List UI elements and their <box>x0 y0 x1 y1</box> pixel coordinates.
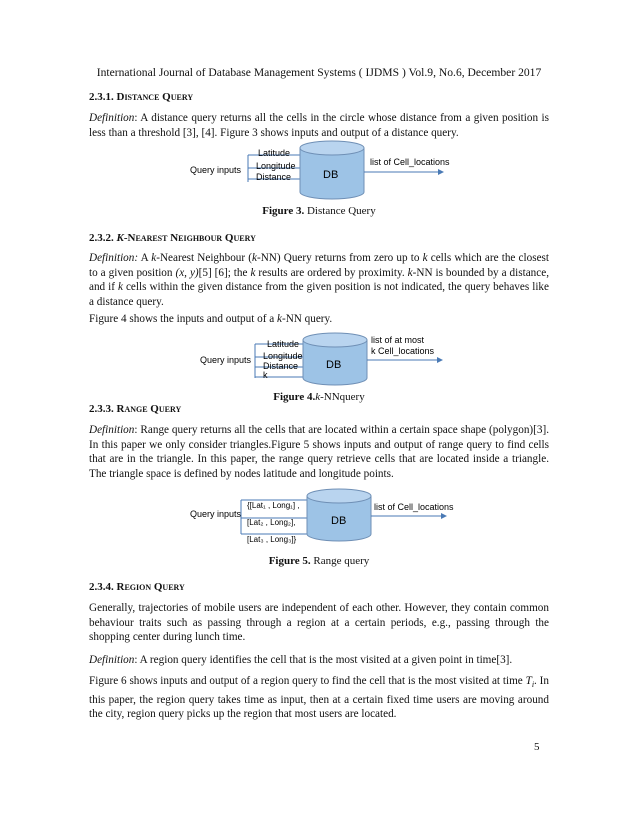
caption-text: Distance Query <box>304 205 376 217</box>
input-label-longitude: Longitude <box>256 161 296 171</box>
text: Figure 6 shows inputs and output of a region query to find the cell that is the most visited at time <box>89 675 526 687</box>
text: [5] [6]; the <box>198 266 251 279</box>
definition-label: Definition <box>89 654 135 666</box>
caption-text: -NNquery <box>320 391 365 403</box>
input-label-k: k <box>263 370 268 380</box>
section-title: Range Query <box>116 403 182 415</box>
input-label-latitude: Latitude <box>267 339 300 349</box>
definition-label: Definition: <box>89 252 139 264</box>
time-subscript: i <box>531 680 535 690</box>
definition-text: : Range query returns all the cells that are located within a certain space shape (polygon)[3]. In this paper we only consider triangles.Figure 5 shows inputs and output of range query to find cells that are in the triangle. In this paper, the range query retrieve cells that are located inside a triangle. The triangle space is defined by nodes latitude and longitude points. <box>89 424 549 480</box>
section-title: -Nearest Neighbour Query <box>123 232 256 244</box>
section-number: 2.3.1. <box>89 91 114 103</box>
definition-text: : A distance query returns all the cells in the circle whose distance from a given position is less than a threshold [3], [4]. Figure 3 shows inputs and output of a distance query. <box>89 112 549 139</box>
section-heading-region-query <box>89 581 185 593</box>
k-symbol: k <box>250 266 256 279</box>
db-label: DB <box>323 169 339 181</box>
figure-3-distance-query-diagram <box>180 140 460 204</box>
text: cells which are the closest to a given position <box>89 252 549 279</box>
section-number: 2.3.4. <box>89 581 114 593</box>
arrowhead <box>438 169 444 175</box>
section-title: Region Query <box>116 581 185 593</box>
caption-label: Figure 4. <box>273 391 316 403</box>
page-number: 5 <box>534 741 540 753</box>
k-symbol: k <box>407 266 413 279</box>
k-symbol: k <box>151 252 157 264</box>
input-label-distance: Distance <box>263 361 299 371</box>
text: Figure 4 shows the inputs and output of a <box>89 313 277 325</box>
definition-label: Definition <box>89 424 135 436</box>
k-symbol: k <box>117 281 123 294</box>
input-label-point-2: [Lat₂ , Long₂], <box>247 518 296 527</box>
range-query-definition <box>89 423 549 481</box>
arrowhead <box>441 513 447 519</box>
query-inputs-label: Query inputs <box>200 355 252 365</box>
region-query-figure-intro <box>89 674 549 722</box>
input-label-distance: Distance <box>256 172 292 182</box>
section-title: Distance Query <box>116 91 194 103</box>
section-heading-distance-query <box>89 91 193 103</box>
output-label-line2: k Cell_locations <box>371 346 435 356</box>
k-symbol: k <box>422 252 428 264</box>
text: -NN query. <box>281 313 333 325</box>
figure-5-caption <box>0 555 638 567</box>
query-inputs-label: Query inputs <box>190 509 242 519</box>
output-label: list of Cell_locations <box>374 502 454 512</box>
text: cells within the given distance from the given position is not indicated, the query behaves like a distance query. <box>89 281 549 308</box>
arrowhead <box>437 357 443 363</box>
k-symbol: k <box>277 313 282 325</box>
text: -NN is bounded by a distance, and if <box>89 266 549 294</box>
input-label-point-3: [Lat₃ , Long₃]} <box>247 535 297 544</box>
section-heading-knn-query <box>89 232 256 244</box>
figure-5-range-query-diagram <box>185 488 455 550</box>
figure-4-caption <box>0 391 638 403</box>
position-xy: (x, y) <box>175 266 199 279</box>
k-symbol: k <box>252 252 257 264</box>
output-label-line1: list of at most <box>371 335 425 345</box>
output-label: list of Cell_locations <box>370 157 450 167</box>
region-query-intro: Generally, trajectories of mobile users are independent of each other. However, they contain common behaviour traits such as passing through a region at a certain periods, e.g., passing through the shopping center during lunch time. <box>89 602 549 644</box>
region-query-definition <box>89 653 549 668</box>
db-label: DB <box>331 515 347 527</box>
section-heading-range-query <box>89 403 181 415</box>
caption-text: Range query <box>310 555 370 567</box>
input-label-longitude: Longitude <box>263 351 303 361</box>
figure-3-caption <box>0 205 638 217</box>
input-label-latitude: Latitude <box>258 148 291 158</box>
text: -NN) Query returns from zero up to <box>256 252 423 264</box>
figure-4-knn-query-diagram <box>195 330 455 390</box>
query-inputs-label: Query inputs <box>190 165 242 175</box>
caption-label: Figure 3. <box>262 205 305 217</box>
journal-header: International Journal of Database Management Systems ( IJDMS ) Vol.9, No.6, December 2017 <box>96 66 542 79</box>
distance-query-definition <box>89 111 549 140</box>
section-number: 2.3.2. <box>89 232 114 244</box>
text: results are ordered by proximity. <box>255 266 408 279</box>
text: A <box>138 252 152 264</box>
definition-label: Definition <box>89 112 135 124</box>
text: . In this paper, the region query takes time as input, then at a certain fixed time users are moving around the city, region query picks up the region that most users are located. <box>89 675 549 721</box>
text: -Nearest Neighbour ( <box>156 252 253 264</box>
k-symbol: k <box>315 391 321 403</box>
caption-label: Figure 5. <box>268 555 311 567</box>
knn-definition <box>89 251 549 309</box>
section-title-k: K <box>116 232 124 244</box>
knn-figure-intro <box>89 312 549 327</box>
db-label: DB <box>326 359 342 371</box>
section-number: 2.3.3. <box>89 403 114 415</box>
time-symbol: T <box>525 675 532 687</box>
definition-text: : A region query identifies the cell that is the most visited at a given point in time[3]. <box>134 654 513 666</box>
input-label-point-1: {[Lat₁ , Long₁] , <box>247 501 300 510</box>
